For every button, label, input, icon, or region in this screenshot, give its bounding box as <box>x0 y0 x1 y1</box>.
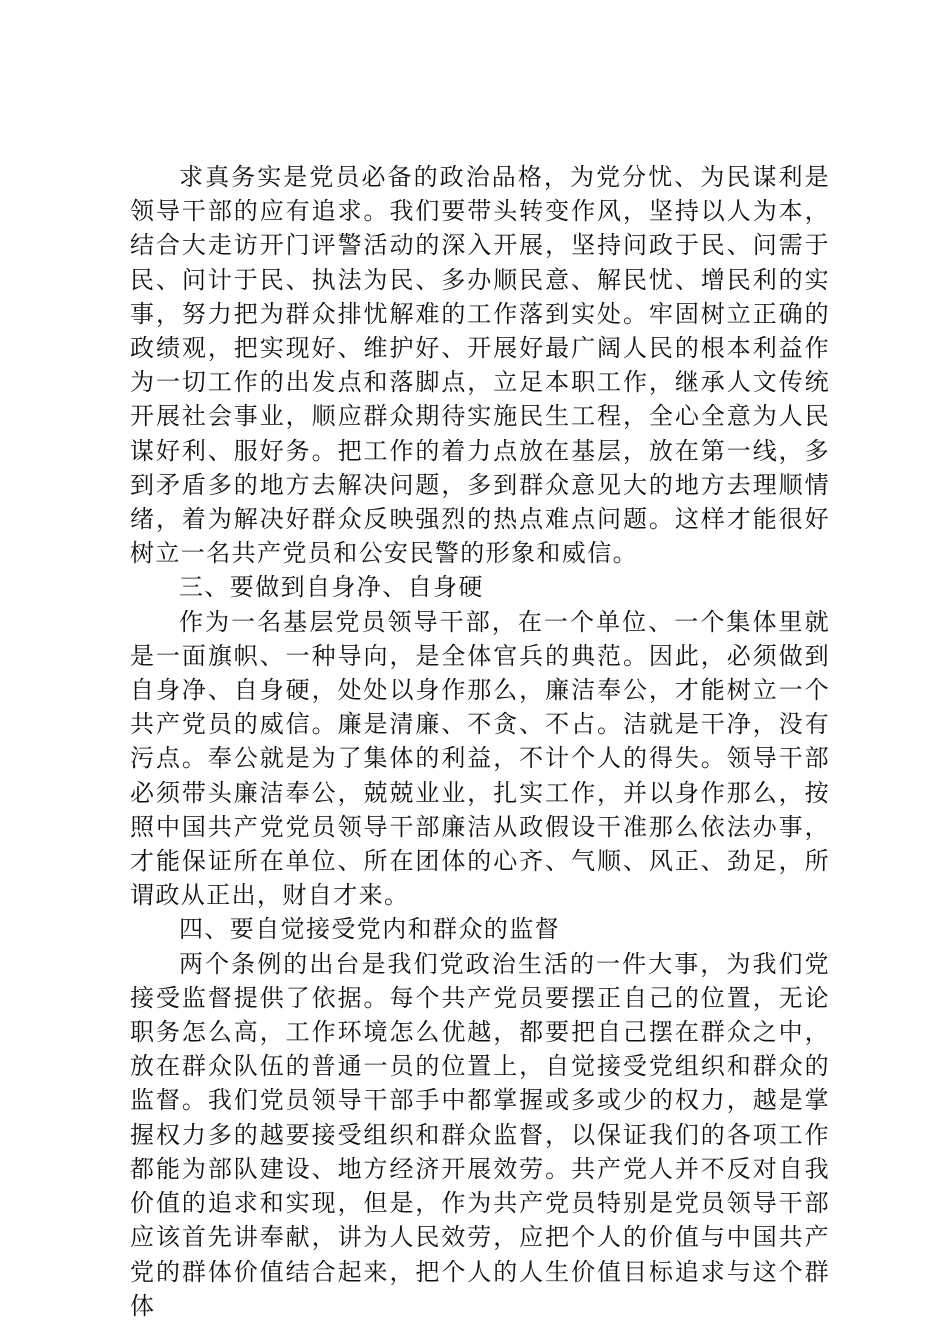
document-body <box>130 160 830 1323</box>
section-heading-three: 三、要做到自身净、自身硬 <box>179 573 484 602</box>
section-heading-four: 四、要自觉接受党内和群众的监督 <box>179 915 560 944</box>
paragraph-supervision: 两个条例的出台是我们党政治生活的一件大事，为我们党接受监督提供了依据。每个共产党员要摆正自己的位置，无论职务怎么高，工作环境怎么优越，都要把自己摆在群众之中，放在群众队伍的普通一员的位置上，自觉接受党组织和群众的监督。我们党员领导干部手中都掌握或多或少的权力，越是掌握权力多的越要接受组织和群众监督，以保证我们的各项工作都能为部队建设、地方经济开展效劳。共产党人并不反对自我价值的追求和实现，但是，作为共产党员特别是党员领导干部应该首先讲奉献，讲为人民效劳，应把个人的价值与中国共产党的群体价值结合起来，把个人的人生价值目标追求与这个群体 <box>130 949 830 1320</box>
paragraph-mission: 求真务实是党员必备的政治品格，为党分忧、为民谋利是领导干部的应有追求。我们要带头转变作风，坚持以人为本，结合大走访开门评警活动的深入开展，坚持问政于民、问需于民、问计于民、执法为民、多办顺民意、解民忧、增民利的实事，努力把为群众排忧解难的工作落到实处。牢固树立正确的政绩观，把实现好、维护好、开展好最广阔人民的根本利益作为一切工作的出发点和落脚点，立足本职工作，继承人文传统开展社会事业，顺应群众期待实施民生工程，全心全意为人民谋好利、服好务。把工作的着力点放在基层，放在第一线，多到矛盾多的地方去解决问题，多到群众意见大的地方去理顺情绪，着为解决好群众反映强烈的热点难点问题。这样才能很好树立一名共产党员和公安民警的形象和威信。 <box>130 163 830 568</box>
paragraph-integrity: 作为一名基层党员领导干部，在一个单位、一个集体里就是一面旗帜、一种导向，是全体官兵的典范。因此，必须做到自身净、自身硬，处处以身作那么，廉洁奉公，才能树立一个共产党员的威信。廉是清廉、不贪、不占。洁就是干净，没有污点。奉公就是为了集体的利益，不计个人的得失。领导干部必须带头廉洁奉公，兢兢业业，扎实工作，并以身作那么，按照中国共产党党员领导干部廉洁从政假设干准那么依法办事，才能保证所在单位、所在团体的心齐、气顺、风正、劲足，所谓政从正出，财自才来。 <box>130 607 830 910</box>
